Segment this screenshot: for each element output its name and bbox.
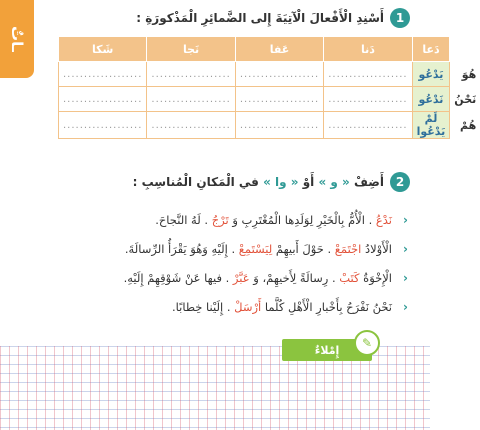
instruction-part: أَوْ — [298, 175, 319, 189]
answer-cell: يَدْعُو — [412, 62, 450, 87]
chevron-left-icon: ‹ — [403, 270, 408, 285]
sentence-part: . الْأُمُّ بِالْخَيْرِ لِوَلَدِها الْمُغْتَرِبِ وَ — [228, 212, 376, 227]
table-column-header: شَكا — [59, 37, 147, 62]
table-column-header: نَجا — [147, 37, 235, 62]
sentence-part: . لَهُ النَّجاحَ. — [155, 212, 212, 227]
highlighted-verb: أَرْسَلْ — [234, 299, 262, 314]
list-item — [48, 205, 408, 234]
table-header-row — [59, 37, 480, 62]
sentence-text — [124, 271, 392, 285]
highlighted-verb: عَبَّرْ — [232, 270, 250, 285]
chevron-left-icon: ‹ — [403, 241, 408, 256]
exercise-2-instruction — [133, 175, 384, 189]
exercise-1-title — [136, 8, 410, 28]
list-item — [48, 234, 408, 263]
highlighted-verb: لِيَسْتَمِعْ — [238, 241, 273, 256]
pronoun-cell: هُمْ — [460, 118, 477, 132]
table-column-header: دَعا — [412, 37, 450, 62]
sentence-part: نَحْنُ نَفْرَحُ بِأَخْبارِ الْأَهْلِ كُلَّما — [261, 299, 392, 314]
list-item — [48, 292, 408, 321]
instruction-waw: « و » — [318, 175, 350, 189]
exercise-2-number: 2 — [390, 172, 410, 192]
chevron-left-icon: ‹ — [403, 212, 408, 227]
blank-answer-cell[interactable]: ................... — [235, 112, 323, 139]
sentence-part: الْأَوْلادُ — [361, 241, 392, 256]
answer-cell: نَدْعُو — [412, 87, 450, 112]
blank-answer-cell[interactable]: ................... — [59, 62, 147, 87]
blank-answer-cell[interactable]: ................... — [324, 62, 412, 87]
instruction-part: أَضِفْ — [349, 175, 384, 189]
highlighted-verb: كَتَبْ — [339, 270, 360, 285]
sentence-text — [155, 213, 392, 227]
instruction-waw-alif: « وا » — [263, 175, 299, 189]
table-row — [59, 62, 480, 87]
chevron-left-icon: ‹ — [403, 299, 408, 314]
table-corner-cell — [450, 37, 480, 62]
dictation-label: إِمْلاءٌ — [314, 343, 340, 357]
instruction-part: في الْمَكانِ الْمُناسِبِ : — [132, 175, 264, 189]
blank-answer-cell[interactable]: ................... — [324, 112, 412, 139]
highlighted-verb: اجْتَمَعْ — [334, 241, 362, 256]
list-item — [48, 263, 408, 292]
exercise-1-number: 1 — [390, 8, 410, 28]
table-column-header: دَنا — [324, 37, 412, 62]
conjugation-table — [58, 36, 480, 139]
table-row — [59, 87, 480, 112]
answer-cell: لَمْ يَدْعُوا — [412, 112, 450, 139]
sentence-part: . فيها عَنْ شَوْقِهِمْ إِلَيْهِ. — [123, 270, 233, 285]
blank-answer-cell[interactable]: ................... — [147, 87, 235, 112]
sentence-part: . حَوْلَ أَبيهِمْ — [272, 241, 335, 256]
sentence-part: . رِسالَةً لِأَخيهِمْ، وَ — [249, 270, 340, 285]
sentence-list — [48, 205, 408, 321]
sentence-part: . إِلَيْهِ وَهُوَ يَقْرَأُ الرِّسالَةَ. — [124, 241, 239, 256]
sentence-text — [172, 300, 392, 314]
exercise-1-instruction: أَسْنِدِ الْأَفْعالَ الْآتِيَةَ إِلى الضَّمائِرِ الْمَذْكورَةِ : — [136, 11, 384, 25]
blank-answer-cell[interactable]: ................... — [59, 112, 147, 139]
pronoun-cell: هُوَ — [461, 67, 477, 81]
table-column-header: عَفا — [235, 37, 323, 62]
table-row — [59, 112, 480, 139]
side-tab-label: ـاتٌ — [8, 26, 26, 52]
blank-answer-cell[interactable]: ................... — [235, 62, 323, 87]
highlighted-verb: تَرْجُ — [211, 212, 229, 227]
exercise-2-title — [133, 172, 410, 192]
blank-answer-cell[interactable]: ................... — [147, 62, 235, 87]
pencil-icon: ✎ — [354, 330, 380, 356]
pronoun-cell: نَحْنُ — [454, 92, 477, 106]
highlighted-verb: نَدْعُ — [375, 212, 392, 227]
blank-answer-cell[interactable]: ................... — [147, 112, 235, 139]
blank-answer-cell[interactable]: ................... — [235, 87, 323, 112]
blank-answer-cell[interactable]: ................... — [59, 87, 147, 112]
blank-answer-cell[interactable]: ................... — [324, 87, 412, 112]
sentence-text — [125, 242, 392, 256]
sentence-part: . إِلَيْنا خِطابًا. — [171, 299, 235, 314]
sentence-part: الْإِخْوَةُ — [359, 270, 392, 285]
section-side-tab — [0, 0, 34, 78]
